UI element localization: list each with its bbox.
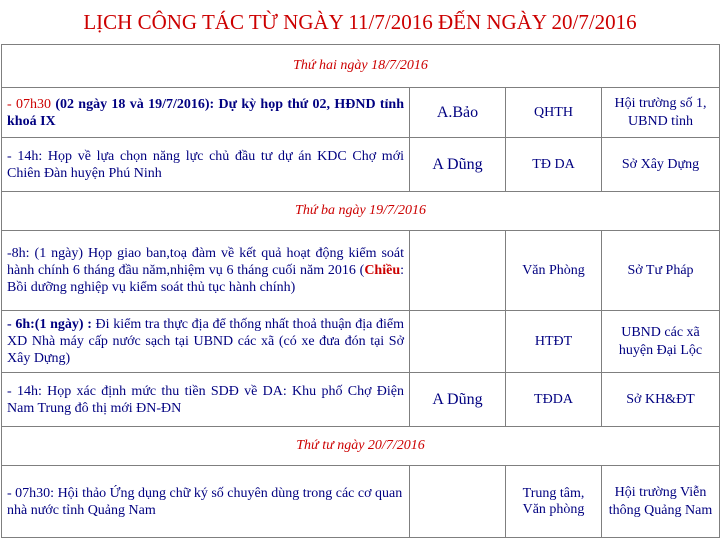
day-header-monday (2, 45, 720, 88)
event-place: UBND các xã huyện Đại Lộc (602, 311, 720, 373)
event-description: -8h: (1 ngày) Họp giao ban,toạ đàm về kết quả hoạt động kiểm soát hành chính 6 tháng đầu năm,nhiệm vụ 6 tháng cuối năm 2016 (Chiều: Bồi dưỡng nghiệp vụ kiểm soát thủ tục hành chính) (2, 231, 410, 311)
day-header-tuesday (2, 192, 720, 231)
event-person: A Dũng (410, 373, 506, 427)
event-time: - 07h30: (7, 485, 55, 501)
table-row (2, 466, 720, 538)
event-time: - 6h:(1 ngày) : (7, 317, 92, 332)
event-description: - 07h30: Hội thảo Ứng dụng chữ ký số chuyên dùng trong các cơ quan nhà nước tỉnh Quảng Nam (2, 466, 410, 538)
event-unit: Văn Phòng (506, 231, 602, 311)
table-row (2, 373, 720, 427)
event-person: A.Bảo (410, 88, 506, 138)
event-unit: HTĐT (506, 311, 602, 373)
page-title: LỊCH CÔNG TÁC TỪ NGÀY 11/7/2016 ĐẾN NGÀY 20/7/2016 (83, 10, 637, 34)
day-label: Thứ ba ngày 19/7/2016 (2, 192, 720, 231)
event-place: Sở Tư Pháp (602, 231, 720, 311)
event-person (410, 231, 506, 311)
schedule-table (0, 44, 720, 540)
event-place: Hội trường Viễn thông Quảng Nam (602, 466, 720, 538)
event-unit: TĐ DA (506, 138, 602, 192)
event-person: A Dũng (410, 138, 506, 192)
event-place: Hội trường số 1, UBND tỉnh (602, 88, 720, 138)
event-person (410, 466, 506, 538)
event-description: - 07h30 (02 ngày 18 và 19/7/2016): Dự kỳ họp thứ 02, HĐND tỉnh khoá IX (2, 88, 410, 138)
event-time: -8h: (7, 246, 30, 261)
event-description: - 14h: Họp xác định mức thu tiền SDĐ về DA: Khu phố Chợ Điện Nam Trung đô thị mới ĐN-ĐN (2, 373, 410, 427)
event-time: - 14h: (7, 148, 43, 164)
event-unit: QHTH (506, 88, 602, 138)
event-description: - 6h:(1 ngày) : Đi kiểm tra thực địa để thống nhất thoả thuận địa điểm XD Nhà máy cấp nước sạch tại UBND các xã (có xe đưa đón tại Sở Xây Dựng) (2, 311, 410, 373)
table-row (2, 311, 720, 373)
event-time: - 07h30 (7, 96, 51, 112)
event-person (410, 311, 506, 373)
event-place: Sở KH&ĐT (602, 373, 720, 427)
event-unit: TĐDA (506, 373, 602, 427)
table-row (2, 231, 720, 311)
day-label: Thứ hai ngày 18/7/2016 (2, 45, 720, 88)
table-row (2, 138, 720, 192)
day-label: Thứ tư ngày 20/7/2016 (2, 427, 720, 466)
event-unit: Trung tâm, Văn phòng (506, 466, 602, 538)
event-time: - 14h: (7, 383, 42, 399)
event-place: Sở Xây Dựng (602, 138, 720, 192)
table-row (2, 88, 720, 138)
event-description: - 14h: Họp về lựa chọn năng lực chủ đầu tư dự án KDC Chợ mới Chiên Đàn huyện Phú Ninh (2, 138, 410, 192)
highlight-text: Chiều (364, 263, 401, 278)
day-header-wednesday (2, 427, 720, 466)
